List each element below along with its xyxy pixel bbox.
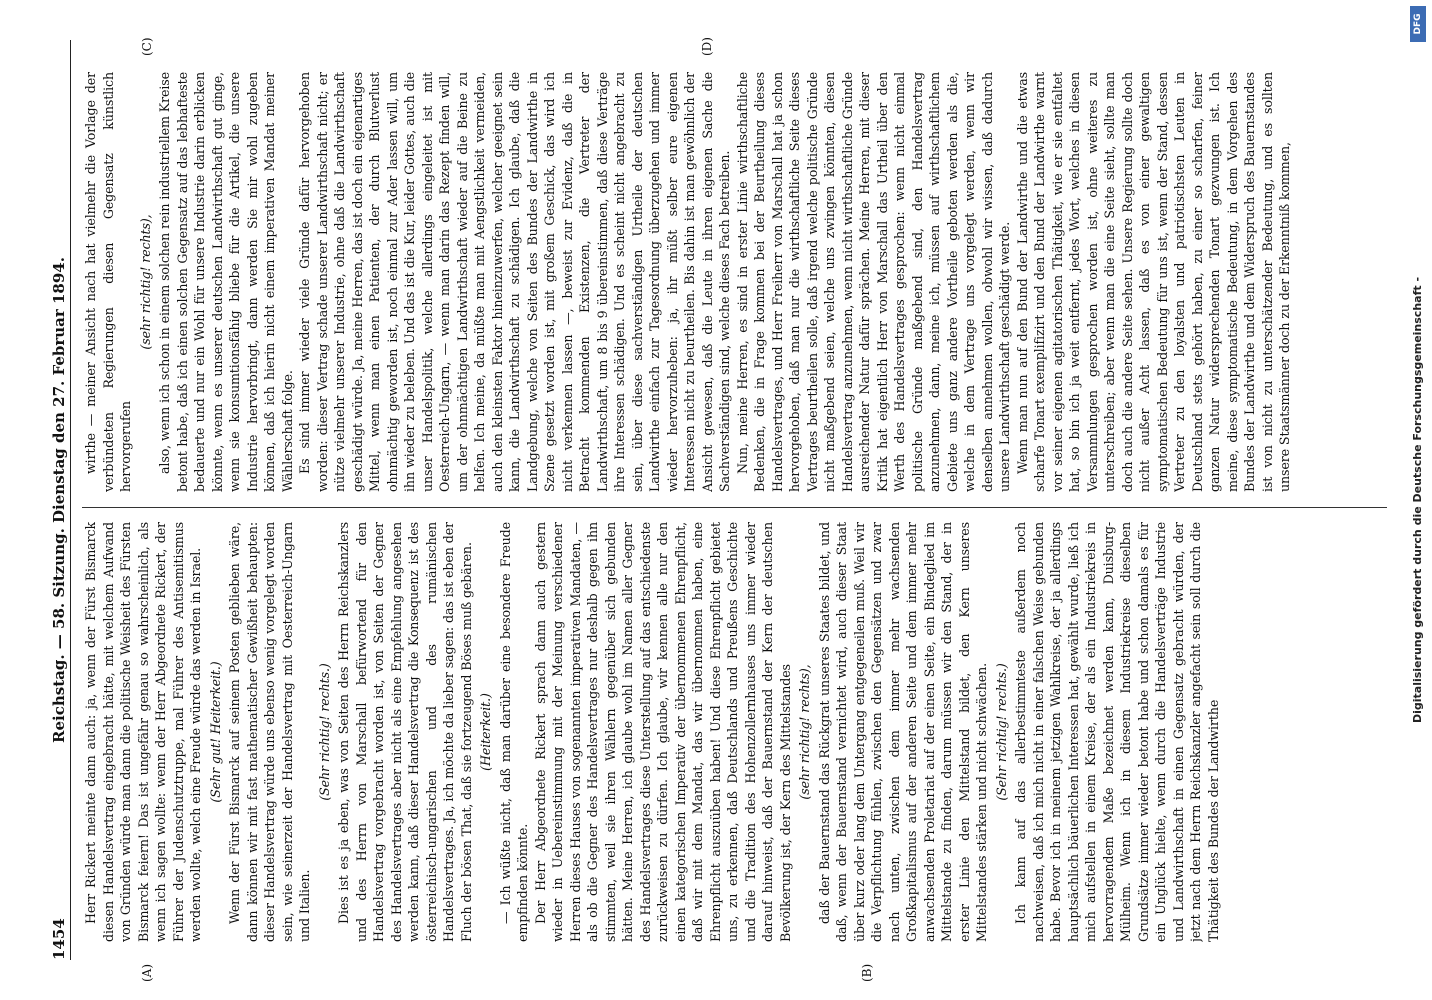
- margin-marker-d: (D): [700, 37, 714, 56]
- paragraph: wirthe — meiner Ansicht nach hat vielmehr die Vorlage der verbündeten Regierungen diesen Gegensatz künstlich hervorgerufen: [83, 72, 133, 492]
- interjection: (sehr richtig! rechts),: [137, 214, 153, 350]
- margin-marker-b: (B): [860, 963, 874, 982]
- running-title: Reichstag. — 58. Sitzung. Dienstag den 27. Februar 1894.: [50, 257, 68, 743]
- dfg-logo: [1410, 6, 1426, 42]
- interjection: (Sehr gut! Heiterkeit.): [207, 661, 223, 803]
- page-number: 1454: [50, 918, 68, 960]
- paragraph: Wenn man nun auf den Bund der Landwirthe und die etwas scharfe Tonart exemplifizirt und den Bund der Landwirthe warnt vor seiner eigenen agitatorischen Thätigkeit, wie er sie entfaltet hat, so bin ich ja weit entfernt, jedes Wort, welches in diesen Versammlungen gesprochen worden ist, ohne weiteres zu unterschreiben; aber wenn man die eine Seite sieht, sollte man doch auch die andere Seite sehen. Unsere Regierung sollte doch nicht außer Acht lassen, daß es von einer gewaltigen symptomatischen Bedeutung für uns ist, wenn der Stand, dessen Vertreter zu den loyalsten und patriotischsten Leuten in Deutschland stets gehört haben, zu einer so scharfen, feiner ganzen Natur widersprechenden Tonart gezwungen ist. Ich meine, diese symptomatische Bedeutung, in dem Vorgehen des Bundes der Landwirthe und dem Widerspruch des Bauernstandes ist von nicht zu unterschätzender Bedeutung, und es sollten unsere Staatsmänner doch zu der Erkenntniß kommen,: [1014, 72, 1292, 492]
- interjection: (Heiterkeit.): [478, 693, 493, 771]
- paragraph: Wenn der Fürst Bismarck auf seinem Posten geblieben wäre, dann können wir mit fast mathematischer Gewißheit behaupten: dieser Handelsvertrag würde uns ebenso wenig vorgelegt worden sein, wie seinerzeit der Handelsvertrag mit Oesterreich-Ungarn und Italien.: [227, 522, 312, 942]
- interjection: (Sehr richtig! rechts.): [316, 663, 332, 801]
- interjection: (Sehr richtig! rechts.): [993, 663, 1009, 801]
- paragraph: Nun, meine Herren, es sind in erster Linie wirthschaftliche Bedenken, die in Frage kommen bei der Beurtheilung dieses Handelsvertrages, und Herr Freiherr von Marschall hat ja schon hervorgehoben, daß man nur die wirthschaftliche Seite dieses Vertrages beurtheilen solle, daß irgend welche politische Gründe nicht maßgebend seien, welche uns zwingen könnten, diesen Handelsvertrag anzunehmen, wenn nicht wirthschaftliche Gründe ausreichender Natur dafür sprächen. Meine Herren, mit dieser Kritik hat eigentlich Herr von Marschall das Urtheil über den Werth des Handelsvertrages gesprochen: wenn nicht einmal politische Gründe maßgebend sind, den Handelsvertrag anzunehmen, dann, meine ich, müssen auf wirthschaftlichem Gebiete uns ganz andere Vortheile geboten werden als die, welche in dem Vertrage uns vorgelegt werden, wenn wir denselben annehmen wollen, obwohl wir wissen, daß dadurch unsere Landwirthschaft geschädigt werde.: [734, 72, 1012, 492]
- paragraph: daß der Bauernstand das Rückgrat unseres Staates bildet, und daß, wenn der Bauernstand vernichtet wird, auch dieser Staat über kurz oder lang dem Untergang entgegeneilen muß. Weil wir die Verpflichtung fühlen, zwischen den Gegensätzen und zwar nach unten, zwischen dem immer mehr wachsenden Großkapitalismus auf der anderen Seite und dem immer mehr anwachsenden Proletariat auf der einen Seite, ein Bindeglied im Mittelstande zu finden, darum müssen wir den Stand, der in erster Linie den Mittelstand bildet, den Kern unseres Mittelstandes stärken und nicht schwächen.: [816, 522, 989, 942]
- column-divider: [82, 507, 1387, 508]
- paragraph: — Ich wüßte nicht, daß man darüber eine besondere Freude empfinden könnte.: [497, 522, 530, 942]
- paragraph: Dies ist es ja eben, was von Seiten des Herrn Reichskanzlers und des Herrn von Marschall befürwortend für den Handelsvertrag vorgebracht worden ist, von Seiten der Gegner des Handelsvertrages aber nicht als eine Empfehlung angesehen werden kann, daß dieser Handelsvertrag die Konsequenz ist des österreichisch-ungarischen und des rumänischen Handelsvertrages. Ja, ich möchte da lieber sagen: das ist eben der Fluch der bösen That, daß sie fortzeugend Böses muß gebären.: [336, 522, 474, 942]
- watermark-text: Digitalisierung gefördert durch die Deutsche Forschungsgemeinschaft -: [1411, 276, 1424, 724]
- right-column: [82, 72, 1387, 492]
- paragraph: Herr Rickert meinte dann auch: ja, wenn der Fürst Bismarck diesen Handelsvertrag eingebracht hätte, mit welchem Aufwand von Gründen würde man dann die politische Weisheit des Fürsten Bismarck feiern! Das ist ungefähr genau so wahrscheinlich, als wenn ich sagen wollte: wenn der Herr Abgeordnete Rickert, der Führer der Judenschutztruppe, mal Führer des Antisemitismus werden wollte, welch eine Freude würde das werden in Israel.: [83, 522, 203, 942]
- margin-marker-a: (A): [140, 963, 154, 982]
- paragraph: Ich kann auf das allerbestimmteste außerdem noch nachweisen, daß ich mich nicht in einer falschen Weise gebunden habe. Bevor ich in meinem jetzigen Wahlkreise, der ja allerdings hauptsächlich bäuerlichen Interessen hat, gewählt wurde, ließ ich mich aufstellen in einem Kreise, der als ein Industriekreis in hervorragendem Maße bezeichnet werden kann, Duisburg-Mülheim. Wenn ich in diesem Industriekreise dieselben Grundsätze immer wieder betont habe und schon damals es für ein Unglück hielte, wenn durch die Handelsverträge Industrie und Landwirthschaft in einen Gegensatz gebracht würden, der jetzt nach dem Herrn Reichskanzler angefacht sein soll durch die Thätigkeit des Bundes der Landwirthe: [1013, 522, 1221, 942]
- interjection: (sehr richtig! rechts),: [797, 664, 812, 800]
- paragraph: Der Herr Abgeordnete Rickert sprach dann auch gestern wieder in Uebereinstimmung mit der Meinung verschiedener Herren dieses Hauses von sogenannten imperativen Mandaten, — als ob die Gegner des Handelsvertrages nur deshalb gegen ihn stimmten, weil sie ihren Wählern gegenüber sich gebunden hätten. Meine Herren, ich glaube wohl im Namen aller Gegner des Handelsvertrages diese Unterstellung auf das entschiedenste zurückweisen zu dürfen. Ich glaube, wir kennen alle nur den einen kategorischen Imperativ der übernommenen Ehrenpflicht, daß wir mit dem Mandat, das wir übernommen haben, eine Ehrenpflicht auszuüben haben! Und diese Ehrenpflicht gebietet uns, zu erkennen, daß Deutschlands und Preußens Geschichte und die Tradition des Hohenzollernhauses uns immer wieder darauf hinweist, daß der Bauernstand der Kern der deutschen Bevölkerung ist, der Kern des Mittelstandes: [532, 522, 793, 942]
- margin-marker-c: (C): [140, 37, 154, 56]
- paragraph: Es sind immer wieder viele Gründe dafür hervorgehoben worden: dieser Vertrag schade unserer Landwirthschaft nicht; er nütze vielmehr unserer Industrie, ohne daß die Landwirthschaft geschädigt würde. Ja, meine Herren, das ist doch ein eigenartiges Mittel, wenn man einen Patienten, der durch Blutverlust ohnmächtig geworden ist, noch einmal zur Ader lassen will, um ihn wieder zu beleben. Und das ist die Kur, leider Gottes, auch die unser Handelspolitik, welche allerdings eingeleitet ist mit Oesterreich-Ungarn, — wenn man darin das Rezept finden will, um der ohnmächtigen Landwirthschaft wieder auf die Beine zu helfen. Ich meine, da müßte man mit Aengstlichkeit vermeiden, auch den kleinsten Faktor hineinzuwerfen, welcher geeignet sein kann, die Landwirthschaft zu schädigen. Ich glaube, daß die Landgebung, welche von Seiten des Bundes der Landwirthe in Szene gesetzt worden ist, mit großem Geschick, das wird ich nicht verkennen lassen —, beweist zur Evidenz, daß die in Betracht kommenden Existenzen, die Vertreter der Landwirthschaft, um 8 bis 9 übereinstimmen, daß diese Verträge ihre Interessen schädigen. Und es scheint nicht angebracht zu sein, über diese sachverständigen Urtheile der deutschen Landwirthe einfach zur Tagesordnung überzugehen und immer wieder hervorzuheben: ja, ihr müßt selber eure eigenen Interessen nicht zu beurtheilen. Bis dahin ist man gewöhnlich der Ansicht gewesen, daß die Leute in ihren eigenen Sache die Sachverständigen sind, welche dieses Fach betreiben.: [297, 72, 732, 492]
- dfg-logo-label: DFG: [1413, 13, 1423, 35]
- paragraph: also, wenn ich schon in einem solchen rein industriellem Kreise betont habe, daß ich einen solchen Gegensatz auf das lebhafteste bedauerte und nur ein Wohl für unsere Industrie darin erblicken könnte, wenn es unserer deutschen Landwirthschaft gut ginge, wenn sie konsumtionsfähig bliebe für die Artikel, die unsere Industrie hervorbringt, dann werden Sie mir wohl zugeben können, daß ich hierin nicht einem imperativen Mandat meiner Wählerschaft folge.: [157, 72, 295, 492]
- page-header: [48, 40, 71, 960]
- left-column: [82, 522, 1387, 942]
- digitization-watermark: [1408, 10, 1428, 990]
